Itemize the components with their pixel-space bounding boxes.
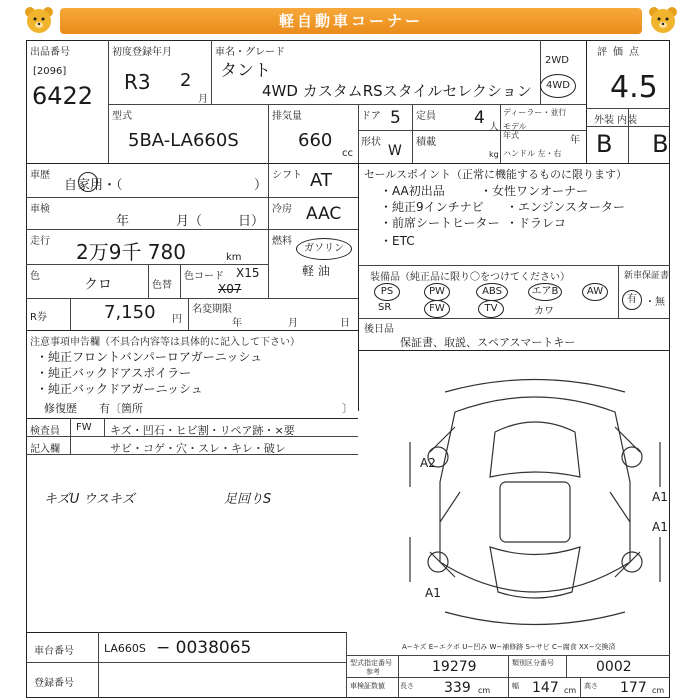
recycle-value: 7,150 (104, 302, 156, 323)
chassis-prefix: LA660S (104, 642, 146, 655)
color-change-label: 色替 (152, 280, 172, 291)
fuel-alt: 軽 油 (302, 264, 330, 278)
car-model: タント (220, 61, 271, 81)
drive-2wd: 2WD (545, 55, 569, 66)
length-label: 長さ (400, 682, 414, 690)
bear-mascot-right-icon (646, 4, 680, 42)
length-value: 339 (444, 680, 471, 696)
warranty-label: 新車保証書 (624, 271, 670, 281)
equip-pw (424, 283, 450, 301)
meigi-month: 月 (288, 318, 298, 329)
handwritten-line-1: キズU ウスキズ (44, 492, 135, 507)
capacity-label: 定員 (416, 111, 436, 122)
meigi-year: 年 (232, 318, 242, 329)
sales-point: ・前席シートヒーター (380, 216, 500, 230)
equip-fw (424, 300, 450, 318)
mileage-label: 走行 (30, 236, 50, 247)
drive-4wd-circled (540, 74, 576, 98)
warranty-no: ・無 (645, 297, 665, 308)
rating-label: 評価点 (597, 47, 645, 58)
header-banner (60, 8, 642, 34)
width-value: 147 (532, 680, 559, 696)
model-year-unit: 年 (570, 135, 580, 146)
handwritten-line-2: 足回りS (224, 492, 272, 507)
height-unit: cm (652, 686, 665, 695)
lot-sub: [2096] (33, 66, 67, 77)
car-name-label: 車名・グレード (215, 47, 285, 58)
ext-int-grade: B B (596, 130, 685, 158)
capacity-unit: 人 (489, 122, 499, 133)
first-reg-era: R3 (124, 70, 151, 94)
bear-mascot-left-icon (22, 4, 56, 42)
inspector-legend-2: サビ・コゲ・穴・スレ・キレ・破レ (110, 442, 286, 455)
first-reg-label: 初度登録年月 (112, 47, 172, 58)
type-label: 型式 (112, 111, 132, 122)
fuel-gasoline: ガソリン (304, 243, 344, 254)
car-grade: 4WD カスタムRSスタイルセレクション (262, 82, 532, 100)
after-value: 保証書、取説、スペアスマートキー (400, 336, 576, 349)
shift-label: シフト (272, 170, 302, 181)
fuel-gasoline-circled (296, 238, 352, 260)
equip-aw-label: AW (586, 286, 604, 297)
equip-tv (478, 300, 504, 318)
fuel-label: 燃料 (272, 236, 292, 247)
after-label: 後日品 (364, 324, 394, 335)
equip-abs-label: ABS (482, 286, 502, 297)
width-unit: cm (564, 686, 577, 695)
equip-leather: カワ (534, 306, 554, 317)
equipment-title: 装備品（純正品に限り〇をつけてください） (370, 272, 570, 283)
mileage-unit: km (226, 252, 242, 263)
color-label: 色 (30, 271, 40, 282)
sales-point: ・女性ワンオーナー (480, 184, 589, 198)
sales-points-title: セールスポイント（正常に機能するものに限ります） (364, 168, 628, 181)
load-unit: kg (489, 150, 499, 159)
load-label: 積載 (416, 137, 436, 148)
handle-label: ハンドル 左・右 (503, 149, 562, 158)
ext-int-label: 外装 内装 (594, 115, 638, 126)
cooling-label: 冷房 (272, 204, 292, 215)
class-no-value: 0002 (596, 659, 632, 675)
equip-abs (476, 283, 508, 301)
length-unit: cm (478, 686, 491, 695)
capacity-value: 4 (474, 108, 485, 128)
inspection-day: 日） (238, 214, 265, 229)
notes-title: 注意事項申告欄（不具合内容等は具体的に記入して下さい） (30, 337, 300, 348)
color-code-label: 色コード (184, 271, 224, 282)
damage-mark-a1: A1 (425, 586, 441, 600)
shift-value: AT (310, 170, 332, 191)
size-label: 車検証数値 (350, 682, 385, 690)
shape-label: 形状 (361, 137, 381, 148)
equip-aw (582, 283, 608, 301)
sales-point: ・純正9インチナビ (380, 200, 484, 214)
note-item: ・純正バックドアガーニッシュ (36, 382, 203, 396)
rating-score: 4.5 (610, 70, 658, 105)
history-label: 車歴 (30, 170, 50, 181)
height-value: 177 (620, 680, 647, 696)
damage-mark-a1: A1 (652, 490, 668, 504)
sales-point: ・ETC (380, 234, 415, 248)
equip-sr: SR (378, 302, 392, 313)
height-label: 高さ (584, 682, 598, 690)
recycle-unit: 円 (172, 314, 182, 325)
inspector-legend-1: キズ・凹石・ヒビ割・リペア跡・×要 (110, 424, 295, 437)
inspector-label-2: 記入欄 (30, 444, 60, 455)
type-no-value: 19279 (432, 659, 477, 675)
recycle-label: R券 (30, 312, 47, 323)
color-value: クロ (84, 277, 112, 293)
meigi-label: 名変期限 (192, 304, 232, 315)
damage-mark-a1: A1 (652, 520, 668, 534)
meigi-day: 日 (340, 318, 350, 329)
displacement-label: 排気量 (272, 111, 302, 122)
doors-value: 5 (390, 108, 401, 128)
warranty-yes (622, 290, 642, 310)
equip-ps (374, 283, 400, 301)
type-no-label: 型式指定番号 (350, 659, 392, 667)
first-reg-month: 2 (180, 70, 192, 91)
sales-point: ・ドラレコ (506, 216, 567, 230)
mileage-value: 2万9千 780 (76, 240, 186, 264)
sales-point: ・AA初出品 (380, 184, 445, 198)
inspection-month: 月（ (176, 214, 203, 229)
inspector-label-1: 検査員 (30, 426, 60, 437)
chassis-label: 車台番号 (34, 646, 74, 657)
lot-number: 6422 (32, 82, 94, 110)
repair-history: 修復歴 有〔箇所 (44, 402, 143, 415)
equip-fw-label: FW (429, 303, 445, 314)
displacement-unit: cc (342, 148, 353, 159)
equip-airbag-label: エアB (531, 286, 559, 297)
width-label: 幅 (512, 682, 519, 690)
damage-mark-a2: A2 (420, 456, 436, 470)
displacement-value: 660 (298, 130, 333, 151)
history-value: 自家用・（ (64, 178, 123, 193)
inspector-fw: FW (76, 422, 92, 433)
note-item: ・純正フロントバンパーロアガーニッシュ (36, 350, 263, 364)
type-value: 5BA-LA660S (128, 130, 239, 151)
first-reg-month-unit: 月 (198, 94, 208, 105)
repair-close: 〕 (342, 402, 353, 415)
color-code-struck: X07 (218, 282, 242, 296)
registration-label: 登録番号 (34, 678, 74, 689)
history-close: ） (254, 178, 268, 193)
sales-point: ・エンジンスターター (506, 200, 626, 214)
ref-label: 参考 (366, 668, 380, 676)
abbreviation-legend: A−キズ E−エクボ U−凹み W−補修跡 S−サビ C−腐食 XX−交換済 (402, 643, 616, 651)
color-code-value: X15 (236, 266, 260, 280)
class-no-label: 類別区分番号 (512, 659, 554, 667)
equip-pw-label: PW (429, 286, 445, 297)
inspection-label: 車検 (30, 204, 50, 215)
dealer-label: ディーラー・並行 (503, 108, 567, 117)
inspection-year: 年 (116, 214, 130, 229)
equip-airbag (528, 283, 562, 301)
warranty-yes-label: 有 (627, 294, 637, 305)
doors-label: ドア (361, 111, 381, 122)
shape-value: W (388, 143, 402, 159)
note-item: ・純正バックドアスポイラー (36, 366, 192, 380)
cooling-value: AAC (306, 204, 342, 224)
header-title: 軽自動車コーナー (278, 12, 423, 30)
model-year-label: モデル 年式 (503, 122, 527, 140)
chassis-value: − 0038065 (156, 638, 252, 658)
drive-4wd: 4WD (546, 80, 570, 91)
equip-tv-label: TV (484, 303, 498, 314)
lot-label: 出品番号 (30, 47, 70, 58)
equip-ps-label: PS (380, 286, 394, 297)
